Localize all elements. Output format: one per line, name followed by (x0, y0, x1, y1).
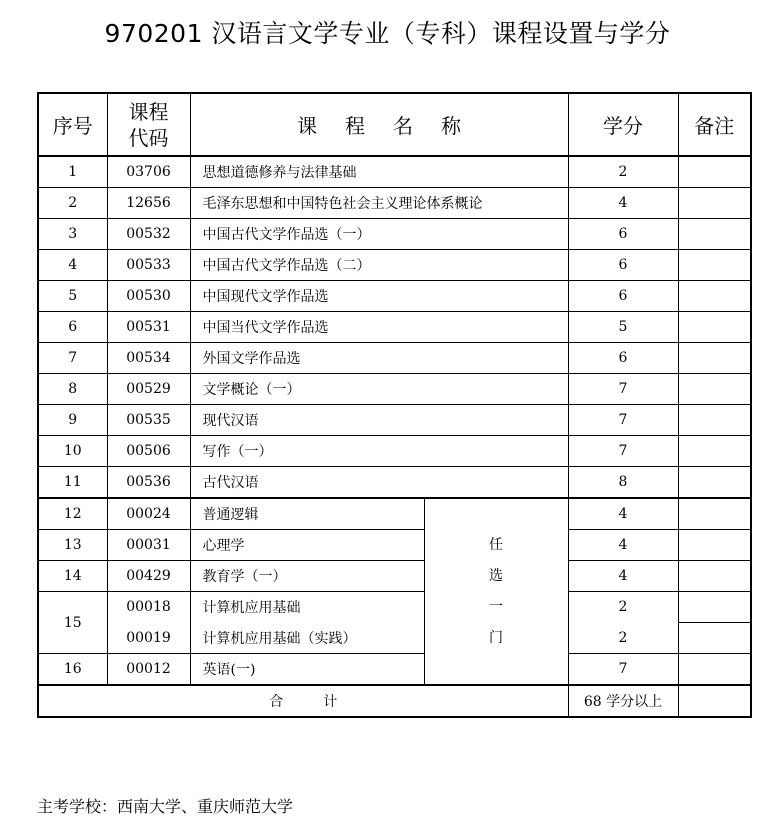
row-name: 计算机应用基础 (190, 592, 424, 623)
elective-row (38, 654, 751, 686)
course-table (37, 92, 752, 718)
header-name-char: 程 (345, 114, 365, 138)
elective-label-char: 选 (489, 567, 503, 584)
table-row (38, 219, 751, 250)
row-note (678, 343, 751, 374)
table-row (38, 250, 751, 281)
row-num: 1 (38, 156, 107, 188)
row-credit: 5 (568, 312, 678, 343)
row-note (678, 592, 751, 623)
elective-label-char: 任 (489, 536, 503, 553)
row-name: 写作（一） (190, 436, 568, 467)
row-num: 3 (38, 219, 107, 250)
row-name: 心理学 (190, 530, 424, 561)
elective-row (38, 561, 751, 592)
row-name: 现代汉语 (190, 405, 568, 436)
table-row (38, 281, 751, 312)
row-credit: 4 (568, 188, 678, 219)
row-credit: 6 (568, 281, 678, 312)
row-note (678, 530, 751, 561)
row-note (678, 436, 751, 467)
row-code: 00536 (107, 467, 190, 499)
row-num: 9 (38, 405, 107, 436)
header-row (38, 93, 751, 156)
row-credit: 8 (568, 467, 678, 499)
row-note (678, 156, 751, 188)
table-row (38, 156, 751, 188)
table-row (38, 343, 751, 374)
row-code: 00429 (107, 561, 190, 592)
row-credit: 6 (568, 343, 678, 374)
row-name: 古代汉语 (190, 467, 568, 499)
row-num: 12 (38, 498, 107, 530)
row-credit: 7 (568, 654, 678, 686)
row-code: 00018 (107, 592, 190, 623)
row-credit: 4 (568, 530, 678, 561)
row-note (678, 467, 751, 499)
elective-row (38, 623, 751, 654)
row-name: 外国文学作品选 (190, 343, 568, 374)
total-label-char: 计 (323, 694, 338, 710)
row-credit: 7 (568, 374, 678, 405)
header-name (190, 93, 568, 156)
table-row (38, 467, 751, 499)
row-num: 8 (38, 374, 107, 405)
exam-schools: 主考学校：西南大学、重庆师范大学 (37, 797, 294, 816)
table-row (38, 374, 751, 405)
row-name: 中国古代文学作品选（二） (190, 250, 568, 281)
header-note: 备注 (678, 93, 751, 156)
row-credit: 4 (568, 561, 678, 592)
table-row (38, 436, 751, 467)
row-name: 中国现代文学作品选 (190, 281, 568, 312)
row-credit: 2 (568, 592, 678, 623)
row-num: 5 (38, 281, 107, 312)
row-code: 00019 (107, 623, 190, 654)
row-code: 03706 (107, 156, 190, 188)
row-note (678, 250, 751, 281)
row-code: 12656 (107, 188, 190, 219)
row-name: 思想道德修养与法律基础 (190, 156, 568, 188)
row-name: 文学概论（一） (190, 374, 568, 405)
row-credit: 7 (568, 405, 678, 436)
row-credit: 6 (568, 250, 678, 281)
row-code: 00529 (107, 374, 190, 405)
row-num: 14 (38, 561, 107, 592)
header-num: 序号 (38, 93, 107, 156)
elective-label-char: 一 (489, 598, 503, 615)
header-code-line1: 课程 (128, 99, 169, 124)
row-code: 00012 (107, 654, 190, 686)
page-title: 970201 汉语言文学专业（专科）课程设置与学分 (104, 19, 671, 48)
row-name: 毛泽东思想和中国特色社会主义理论体系概论 (190, 188, 568, 219)
total-row (38, 685, 751, 717)
row-note (678, 188, 751, 219)
row-credit: 2 (568, 156, 678, 188)
row-note (678, 654, 751, 686)
table-row (38, 312, 751, 343)
row-code: 00531 (107, 312, 190, 343)
row-num: 7 (38, 343, 107, 374)
row-credit: 6 (568, 219, 678, 250)
row-name: 普通逻辑 (190, 498, 424, 530)
row-num: 13 (38, 530, 107, 561)
elective-row (38, 592, 751, 623)
row-code: 00535 (107, 405, 190, 436)
total-label (38, 685, 568, 717)
elective-row (38, 498, 751, 530)
row-note (678, 561, 751, 592)
total-credit: 68 学分以上 (568, 685, 678, 717)
header-name-char: 称 (441, 114, 461, 138)
row-code: 00530 (107, 281, 190, 312)
row-note (678, 374, 751, 405)
row-num: 10 (38, 436, 107, 467)
row-name: 中国古代文学作品选（一） (190, 219, 568, 250)
elective-choose-one (424, 498, 568, 685)
row-name: 计算机应用基础（实践） (190, 623, 424, 654)
row-name: 教育学（一） (190, 561, 424, 592)
row-num: 2 (38, 188, 107, 219)
header-credit: 学分 (568, 93, 678, 156)
table-row (38, 188, 751, 219)
total-note (678, 685, 751, 717)
row-code: 00031 (107, 530, 190, 561)
header-code-line2: 代码 (128, 125, 169, 150)
row-code: 00534 (107, 343, 190, 374)
header-name-char: 名 (393, 114, 413, 138)
row-code: 00506 (107, 436, 190, 467)
row-num: 6 (38, 312, 107, 343)
row-credit: 2 (568, 623, 678, 654)
row-credit: 4 (568, 498, 678, 530)
row-code: 00533 (107, 250, 190, 281)
row-note (678, 405, 751, 436)
row-note (678, 281, 751, 312)
elective-label-char: 门 (489, 629, 503, 646)
row-num: 11 (38, 467, 107, 499)
row-code: 00024 (107, 498, 190, 530)
row-num: 4 (38, 250, 107, 281)
row-code: 00532 (107, 219, 190, 250)
row-note (678, 623, 751, 654)
row-num: 16 (38, 654, 107, 686)
header-name-char: 课 (297, 114, 317, 138)
elective-row (38, 530, 751, 561)
row-num: 15 (38, 592, 107, 654)
row-name: 英语(一) (190, 654, 424, 686)
row-name: 中国当代文学作品选 (190, 312, 568, 343)
total-label-char: 合 (269, 694, 284, 710)
table-row (38, 405, 751, 436)
row-note (678, 498, 751, 530)
row-note (678, 312, 751, 343)
row-credit: 7 (568, 436, 678, 467)
row-note (678, 219, 751, 250)
header-code (107, 93, 190, 156)
